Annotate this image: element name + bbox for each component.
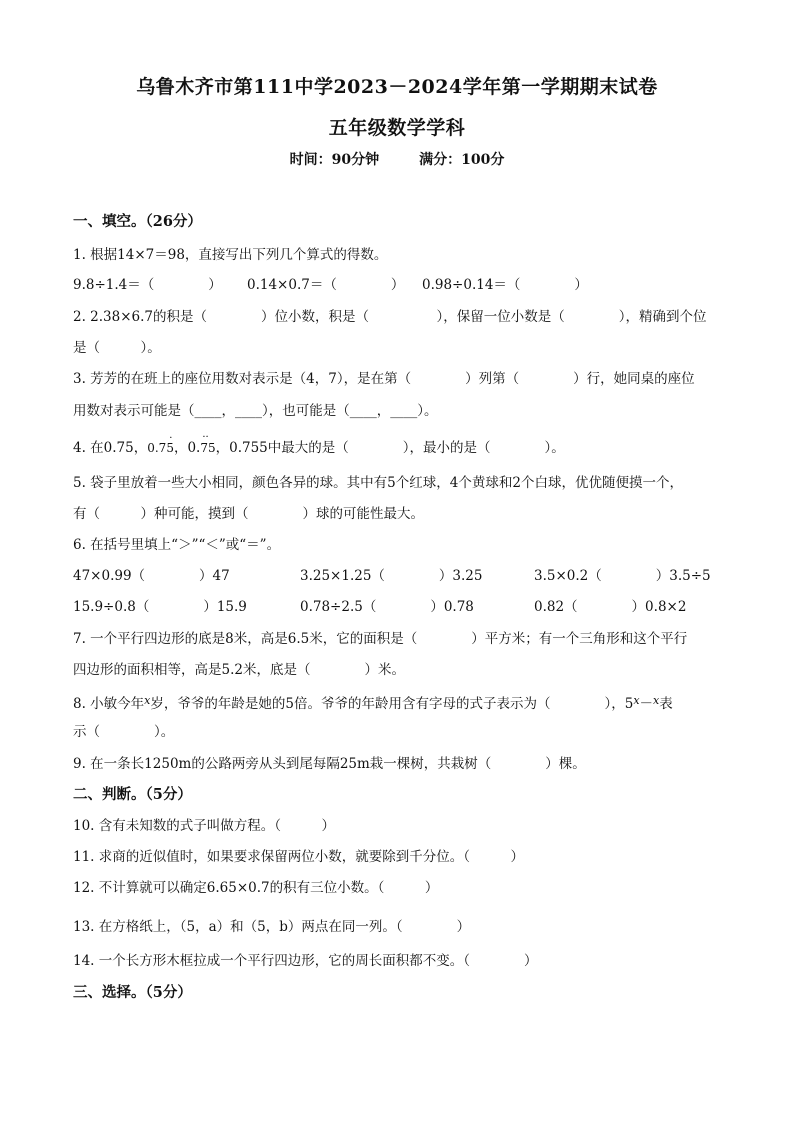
question-8-line-1 xyxy=(73,691,673,714)
question-5-line-1: 5. 袋子里放着一些大小相同，颜色各异的球。其中有5个红球，4个黄球和2个白球，优优随便摸一个， xyxy=(73,475,683,491)
question-13: 13. 在方格纸上，（5，a）和（5，b）两点在同一列。（ ） xyxy=(73,919,471,935)
question-11: 11. 求商的近似值时，如果要求保留两位小数，就要除到千分位。（ ） xyxy=(73,849,525,865)
q4-separator: ，0. xyxy=(173,440,201,456)
q6-item: 0.82（ ）0.8×2 xyxy=(534,599,687,615)
question-2-line-2: 是（ ）。 xyxy=(73,340,161,356)
question-1: 1. 根据14×7＝98，直接写出下列几个算式的得数。 xyxy=(73,247,388,263)
question-7-line-1: 7. 一个平行四边形的底是8米，高是6.5米，它的面积是（ ）平方米；有一个三角形和这个平行 xyxy=(73,631,688,647)
exam-subtitle: 五年级数学学科 xyxy=(328,117,466,139)
q1-expr-c: 0.98÷0.14＝（ ） xyxy=(422,277,588,293)
question-5-line-2: 有（ ）种可能，摸到（ ）球的可能性最大。 xyxy=(73,506,424,522)
question-2-line-1: 2. 2.38×6.7的积是（ ）位小数，积是（ ），保留一位小数是（ ），精确到个位 xyxy=(73,309,707,325)
q4-prefix: 4. 在0.75， xyxy=(73,440,148,456)
section-heading-choice: 三、选择。（5分） xyxy=(73,984,192,1001)
exam-time: 时间：90分钟 xyxy=(289,152,380,168)
q4-repeating-decimal-1: 0.75 · xyxy=(147,433,174,455)
q6-item: 0.78÷2.5（ ）0.78 xyxy=(300,599,474,615)
section-heading-fill: 一、填空。（26分） xyxy=(73,213,202,230)
q8-part-a: 8. 小敏今年 xyxy=(73,696,145,712)
exam-title: 乌鲁木齐市第111中学2023－2024学年第一学期期末试卷 xyxy=(136,76,658,98)
question-9: 9. 在一条长1250m的公路两旁从头到尾每隔25m栽一棵树，共栽树（ ）棵。 xyxy=(73,756,586,772)
q4-suffix: ，0.755中最大的是（ ），最小的是（ ）。 xyxy=(215,440,565,456)
q1-expr-b: 0.14×0.7＝（ ） xyxy=(247,277,405,293)
question-12: 12. 不计算就可以确定6.65×0.7的积有三位小数。（ ） xyxy=(73,880,439,896)
q8-variable: x xyxy=(144,694,151,707)
repeat-dot-icon: · xyxy=(169,433,173,444)
exam-score: 满分：100分 xyxy=(419,152,505,168)
question-7-line-2: 四边形的面积相等，高是5.2米，底是（ ）米。 xyxy=(73,662,405,678)
question-3-line-2: 用数对表示可能是（____，____），也可能是（____，____）。 xyxy=(73,403,438,419)
q6-item: 15.9÷0.8（ ）15.9 xyxy=(73,599,247,615)
q8-variable: x xyxy=(633,694,640,707)
q8-minus: － xyxy=(639,696,654,712)
q8-part-d: 表 xyxy=(659,696,673,712)
q1-expr-a: 9.8÷1.4＝（ ） xyxy=(73,277,222,293)
section-heading-judge: 二、判断。（5分） xyxy=(73,786,192,803)
q8-variable: x xyxy=(653,694,660,707)
q4-repeating-decimal-2: 75 ·· xyxy=(200,432,216,455)
question-10: 10. 含有未知数的式子叫做方程。（ ） xyxy=(73,818,336,834)
q8-part-b: 岁，爷爷的年龄是她的5倍。爷爷的年龄用含有字母的式子表示为（ ），5 xyxy=(150,696,634,712)
q6-item: 3.5×0.2（ ）3.5÷5 xyxy=(534,568,711,584)
question-14: 14. 一个长方形木框拉成一个平行四边形，它的周长面积都不变。（ ） xyxy=(73,953,538,969)
question-4 xyxy=(73,432,565,458)
question-8-line-2: 示（ ）。 xyxy=(73,724,175,740)
q6-item: 3.25×1.25（ ）3.25 xyxy=(300,568,483,584)
question-3-line-1: 3. 芳芳的在班上的座位用数对表示是（4，7），是在第（ ）列第（ ）行，她同桌的座位 xyxy=(73,371,695,387)
exam-meta xyxy=(0,149,794,169)
q6-item: 47×0.99（ ）47 xyxy=(73,568,230,584)
repeat-dot-icon: ·· xyxy=(202,432,209,443)
question-6: 6. 在括号里填上“＞”“＜”或“＝”。 xyxy=(73,537,281,553)
